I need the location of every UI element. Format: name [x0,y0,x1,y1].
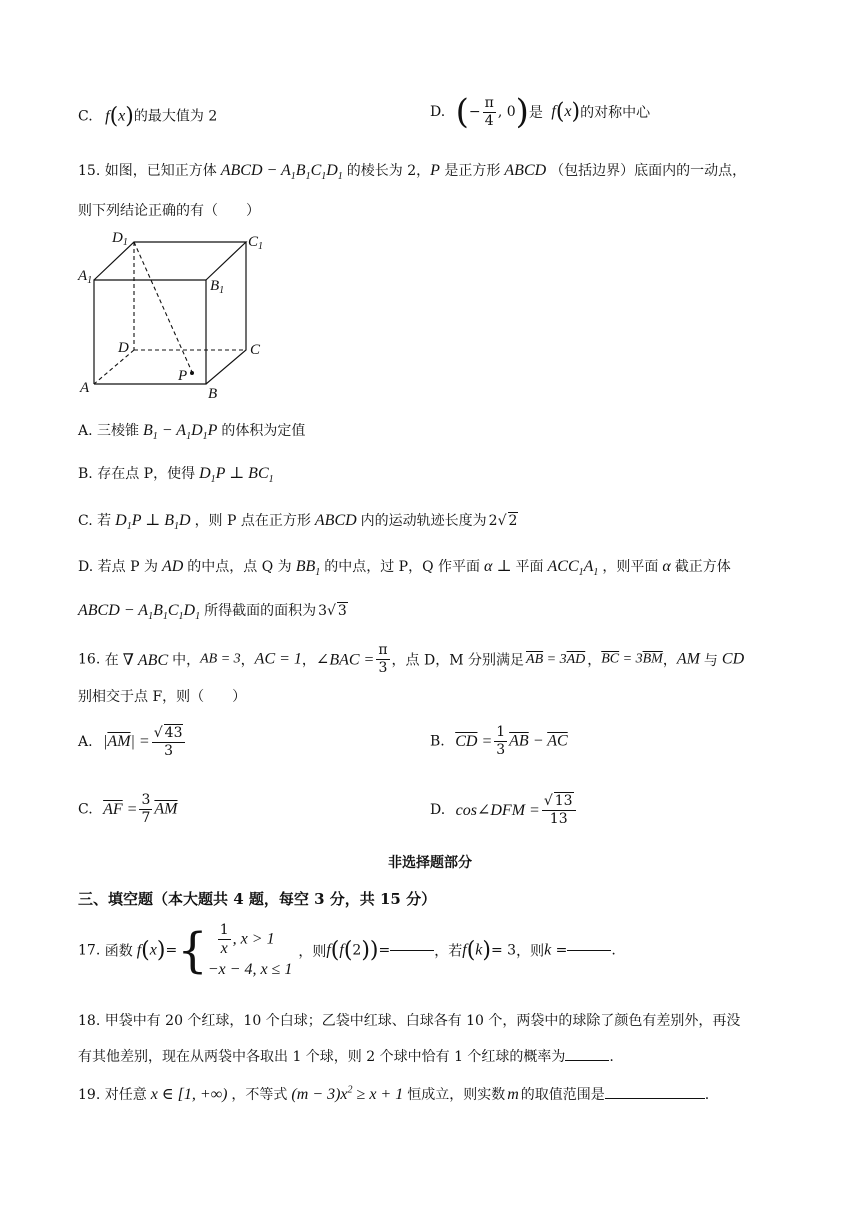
question-text: 甲袋中有 20 个红球，10 个白球；乙袋中红球、白球各有 10 个，两袋中的球除了颜色有差别外，再没 [104,1013,741,1029]
stem-text-4: 与 [703,652,718,669]
q15-stem-line-2: 则下列结论正确的有（ ） [78,203,260,219]
section-heading: 三、填空题（本大题共 4 题，每空 3 分，共 15 分） [78,890,437,908]
q17: 17. 函数 f(x)={ $\frac{1}{x}$ , x > 1 −x − 4, x ≤ 1 ，则f(f(2))= ，若f(k)= 3，则k = . [78,922,616,979]
option-label: B. [430,733,445,750]
question-number: 15. [78,163,101,179]
option-text: 三棱锥 [97,423,140,439]
option-label: C. [78,801,93,818]
q15-option-c: C. 若 $D_1P$ ⊥ $B_1D$ ，则 P 点在正方形 ABCD 内的运动轨迹长度为 2√ 2 [78,512,518,533]
question-number: 17. [78,942,101,959]
q16-option-c: C. $\overline{AF}$ = $\frac{3}{7}$ $\overline{AM}$ [78,792,178,826]
option-text: 若 [97,513,112,529]
option-text: 的最大值为 2 [133,108,218,125]
stem-text-4: （包括边界）底面内的一动点， [550,163,747,179]
stem-text-3: ，点 D，M 分别满足 [391,652,525,669]
q15-option-b: B. 存在点 P，使得 $D_1P$ ⊥ $BC_1$ [78,465,274,486]
q18-line-1 [78,1010,740,1030]
question-text: 对任意 [104,1087,147,1103]
label-c1: $C_1$ [248,234,264,252]
label-a: A [80,380,90,396]
q18-line-2: 有其他差别，现在从两袋中各取出 1 个球，则 2 个球中恰有 1 个红球的概率为 . [78,1049,614,1065]
q19: 19. 对任意 x ∈ [1, +∞) ，不等式 $(m - 3)x^2 \ge x + 1$ 恒成立，则实数 m 的取值范围是 . [78,1084,710,1103]
question-text: 函数 [104,943,133,960]
option-text-5: ，则平面 [602,559,659,575]
label-b: B [208,386,218,402]
section-title: 非选择题部分 [388,855,472,871]
stem-text: 在 [104,652,119,669]
option-label: A. [78,734,93,750]
answer-blank[interactable] [605,1098,705,1099]
label-d1: $D_1$ [112,230,128,248]
option-label: B. [78,466,93,482]
segment-d1p [134,242,192,372]
q16-stem-line-1: 16. 在 ∇ ABC 中，AB = 3，AC = 1，∠BAC = $\frac{\pi}{3}$ ，点 D，M 分别满足 $\overline{AB} = 3\overline{AD}$ ，$\overline{BC} = 3\overline{BM}$，AM 与 CD [78,642,745,676]
option-text-7: 所得截面的面积为 [204,603,317,619]
question-text-2: ，则 [298,943,327,960]
stem-text-2: 中， [172,652,201,669]
question-text-3: ，若 [434,943,463,960]
question-number: 16. [78,651,101,668]
label-a1: $A_1$ [78,268,93,286]
answer-blank-2[interactable] [567,950,611,951]
question-number: 19. [78,1087,101,1103]
piecewise-cases: $\frac{1}{x}$ , x > 1 −x − 4, x ≤ 1 [207,922,293,978]
option-text: 是 [528,105,543,121]
answer-blank-1[interactable] [390,950,434,951]
option-text-2: 的体积为定值 [221,423,306,439]
q16-option-a: A. $|\overline{AM}|$ = $\frac{√ 43}{3}$ [78,724,187,760]
cube-front-face [94,280,206,384]
option-label: D. [430,802,446,818]
option-text-4: 平面 [515,559,544,575]
option-text: 若点 P 为 [97,559,158,575]
question-text-4: ，则 [516,943,545,960]
cube-right-edges [206,242,246,384]
q15-stem-line-1: 15. 如图，已知正方体 ABCD − $A_1B_1C_1D_1$ 的棱长为 2，P 是正方形 ABCD （包括边界）底面内的一动点， [78,162,747,183]
stem-text-3: 是正方形 [444,163,501,179]
stem-text-2: 的棱长为 2， [346,163,431,179]
q16-option-d: D. cos∠DFM = $\frac{√ 13}{13}$ [430,792,578,828]
point-p [190,371,194,375]
option-label: D. [78,559,94,575]
option-text-3: 内的运动轨迹长度为 [360,513,487,529]
option-label: D. [430,104,446,120]
q15-option-d-line-1: D. 若点 P 为 AD 的中点，点 Q 为 $BB_1$ 的中点，过 P，Q 作平面 α ⊥ 平面 $ACC_1A_1$ ，则平面 α 截正方体 [78,558,731,579]
q15-option-d-line-2: ABCD − $A_1B_1C_1D_1$ 所得截面的面积为 3√ 3 [78,602,347,623]
question-text-3: 恒成立，则实数 [407,1087,506,1103]
question-text-2: 有其他差别，现在从两袋中各取出 1 个球，则 2 个球中恰有 1 个红球的概率为 [78,1049,566,1065]
option-text-3: 的中点，过 P，Q 作平面 [324,559,481,575]
label-d: D [118,340,129,356]
cube-figure [76,228,266,404]
label-b1: $B_1$ [210,278,225,296]
cube-top-edges [94,242,246,280]
question-text-2: ，不等式 [231,1087,288,1103]
stem-text: 如图，已知正方体 [104,163,217,179]
q14-option-d: D. (− $\frac{\pi}{4}$ , 0)是 f(x)的对称中心 [430,92,651,132]
option-label: C. [78,513,93,529]
label-p: P [178,368,188,384]
option-text-2: 的对称中心 [580,105,651,121]
question-number: 18. [78,1013,101,1029]
option-label: C. [78,108,93,125]
option-text-2: ，则 P 点在正方形 [194,513,311,529]
q15-option-a: A. 三棱锥 $B_1 - A_1D_1P$ 的体积为定值 [78,422,306,443]
option-text: 存在点 P，使得 [97,466,196,482]
question-text-4: 的取值范围是 [520,1087,605,1103]
label-c: C [250,342,261,358]
answer-blank[interactable] [565,1060,609,1061]
q16-stem-line-2: 别相交于点 F，则（ ） [78,689,247,705]
q16-option-b: B. $\overline{CD}$ = $\frac{1}{3}$ $\overline{AB} - \overline{AC}$ [430,724,568,758]
option-text-6: 截正方体 [674,559,731,575]
option-text-2: 的中点，点 Q 为 [187,559,292,575]
option-label: A. [78,423,93,439]
q14-option-c: C. f(x)的最大值为 2 [78,104,218,129]
